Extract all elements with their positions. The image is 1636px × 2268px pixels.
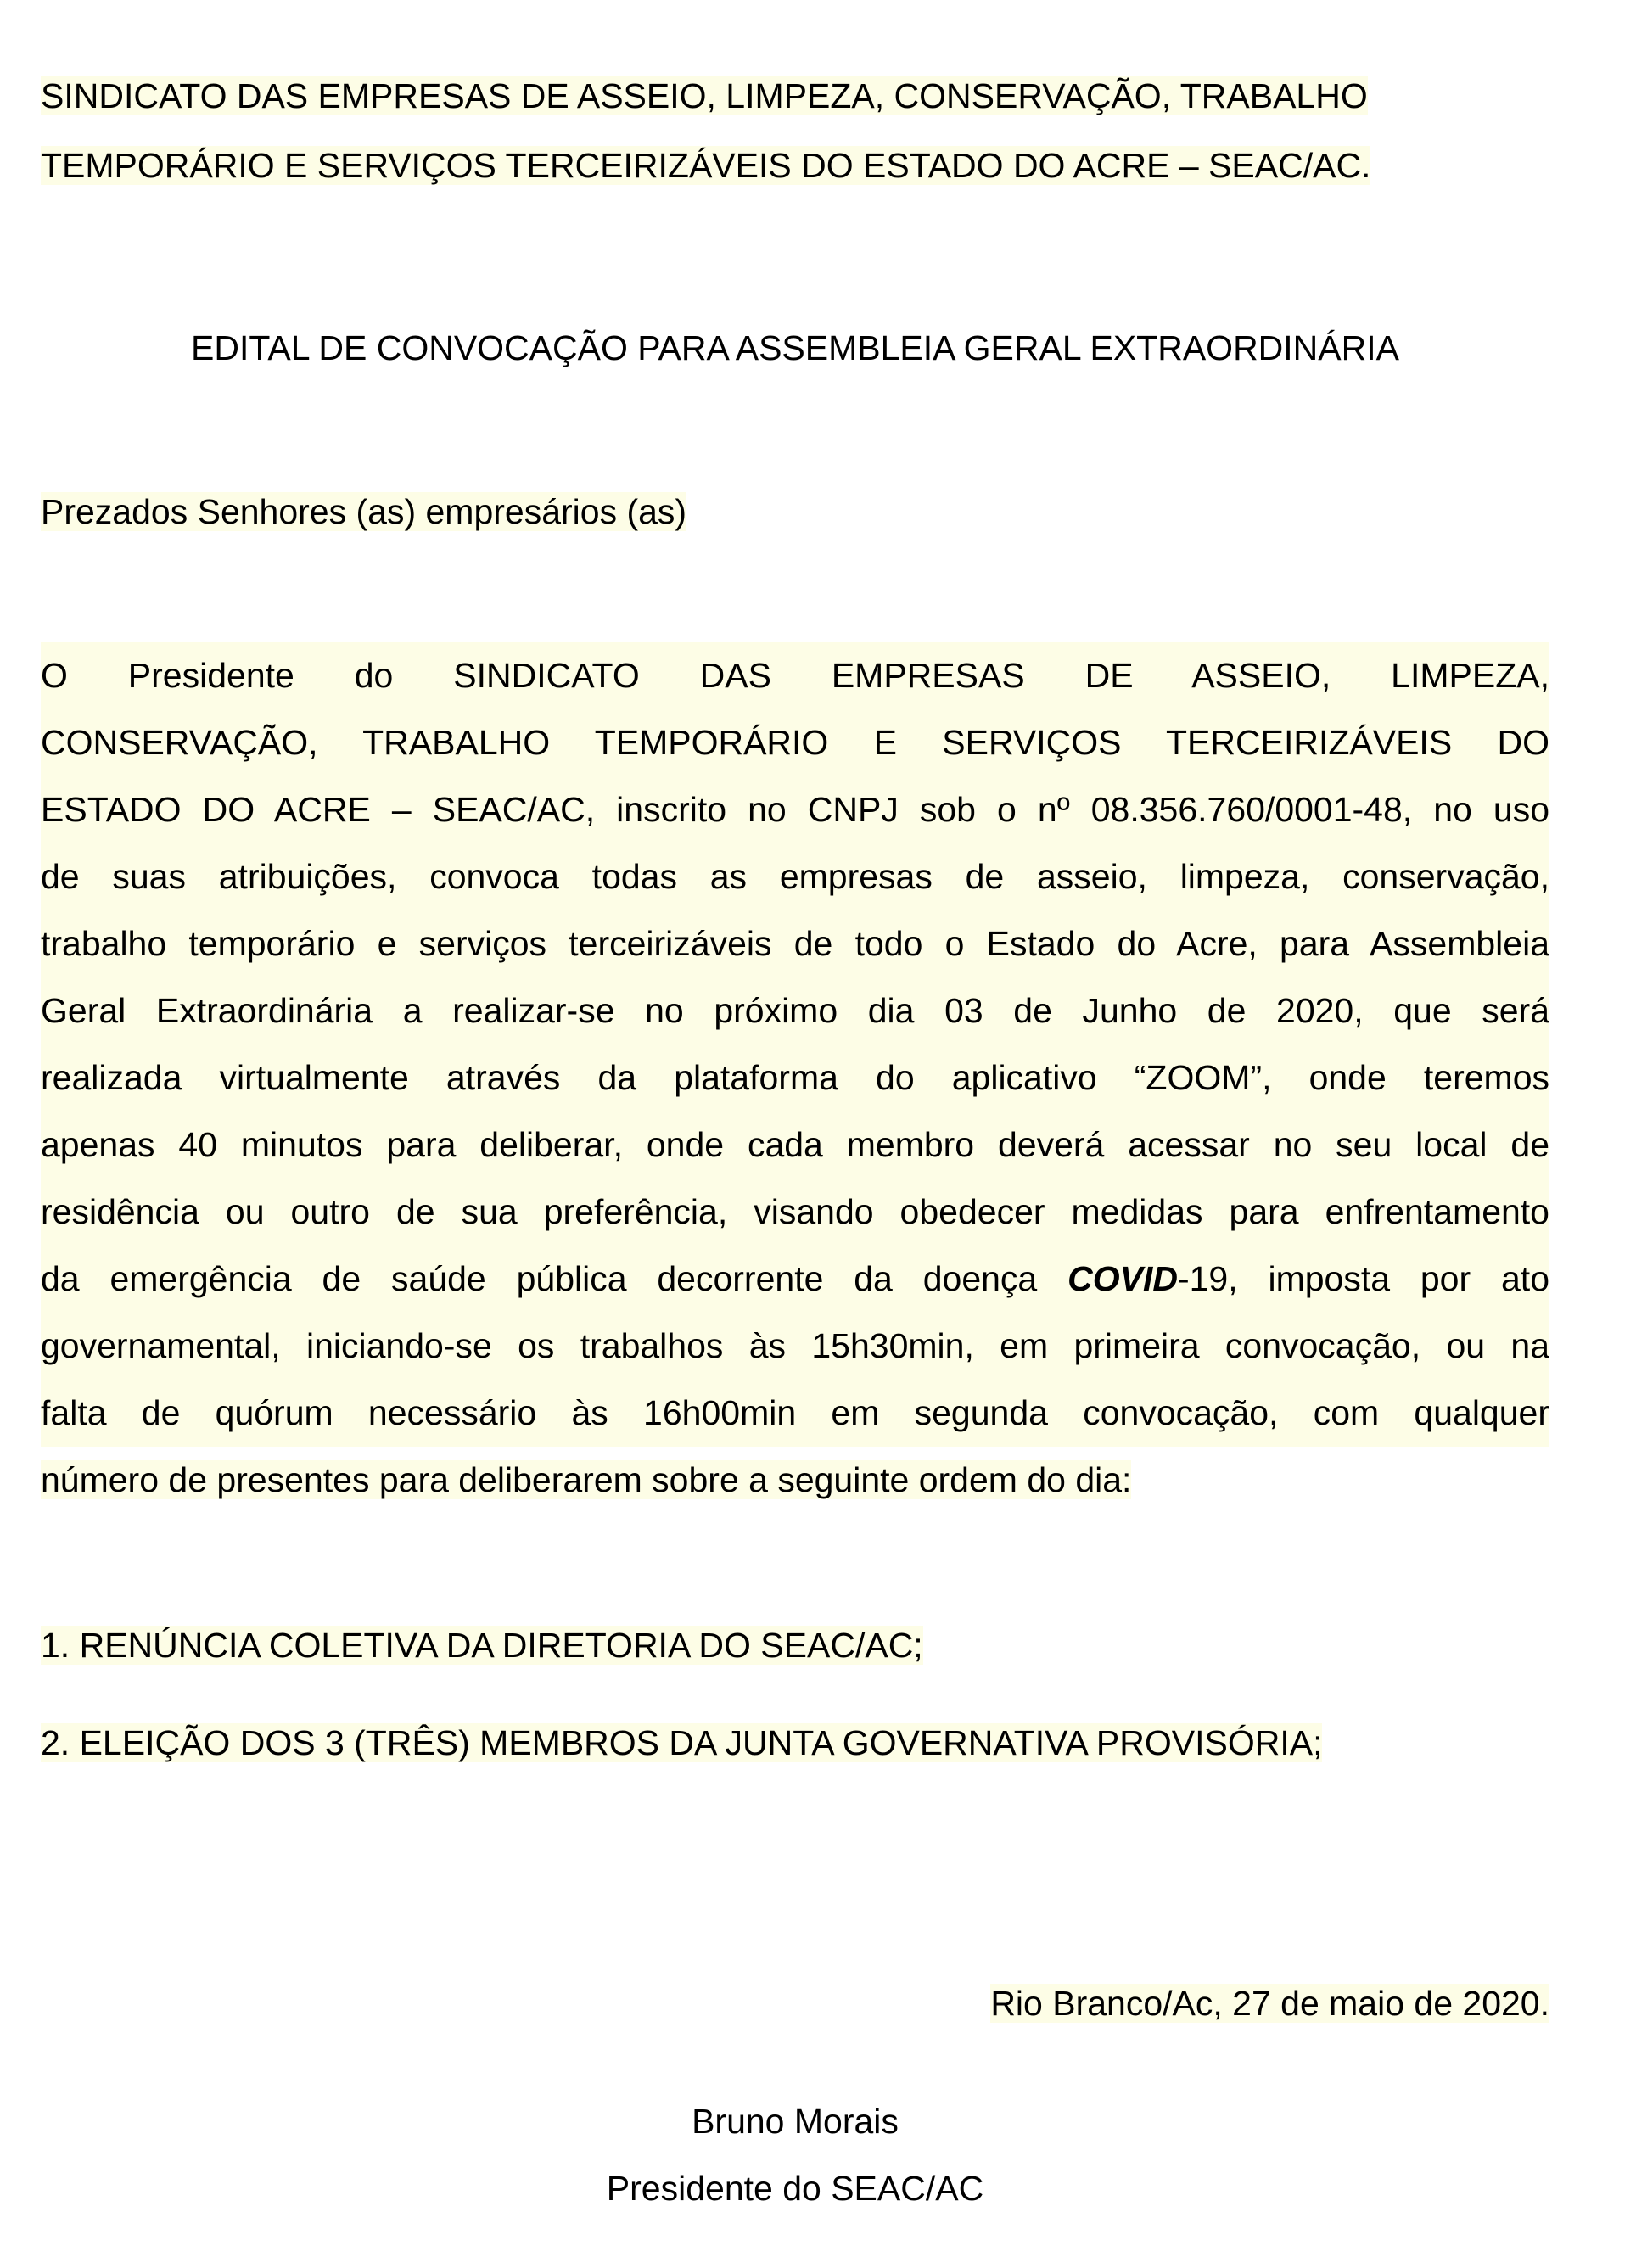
body-line: realizada virtualmente através da plataforma do aplicativo “ZOOM”, onde teremos	[41, 1044, 1549, 1112]
agenda-list	[41, 1612, 1549, 1777]
body-line-covid-post: -19, imposta por ato	[1177, 1259, 1549, 1298]
body-line: trabalho temporário e serviços terceirizáveis de todo o Estado do Acre, para Assembleia	[41, 910, 1549, 977]
body-line: governamental, iniciando-se os trabalhos às 15h30min, em primeira convocação, ou na	[41, 1313, 1549, 1380]
body-line-last	[41, 1447, 1549, 1514]
body-line-covid	[41, 1246, 1549, 1313]
body-line: residência ou outro de sua preferência, visando obedecer medidas para enfrentamento	[41, 1179, 1549, 1246]
salutation	[41, 479, 1549, 546]
document-date	[41, 1970, 1549, 2037]
document-date-text: Rio Branco/Ac, 27 de maio de 2020.	[990, 1984, 1549, 2023]
covid-emphasis: COVID	[1067, 1259, 1178, 1298]
signature-name: Bruno Morais	[692, 2102, 899, 2141]
body-line: de suas atribuições, convoca todas as empresas de asseio, limpeza, conservação,	[41, 843, 1549, 910]
document-header	[41, 61, 1549, 200]
agenda-item: 2. ELEIÇÃO DOS 3 (TRÊS) MEMBROS DA JUNTA GOVERNATIVA PROVISÓRIA;	[41, 1723, 1323, 1762]
header-line-1: SINDICATO DAS EMPRESAS DE ASSEIO, LIMPEZA, CONSERVAÇÃO, TRABALHO	[41, 76, 1368, 115]
document-page	[41, 61, 1549, 2222]
body-line: CONSERVAÇÃO, TRABALHO TEMPORÁRIO E SERVIÇOS TERCEIRIZÁVEIS DO	[41, 709, 1549, 776]
agenda-item: 1. RENÚNCIA COLETIVA DA DIRETORIA DO SEAC/AC;	[41, 1626, 923, 1665]
document-title: EDITAL DE CONVOCAÇÃO PARA ASSEMBLEIA GERAL EXTRAORDINÁRIA	[191, 328, 1399, 367]
signature-role: Presidente do SEAC/AC	[606, 2169, 984, 2208]
body-line: O Presidente do SINDICATO DAS EMPRESAS DE ASSEIO, LIMPEZA,	[41, 642, 1549, 709]
body-line: falta de quórum necessário às 16h00min em segunda convocação, com qualquer	[41, 1380, 1549, 1447]
body-line-last-text: número de presentes para deliberarem sobre a seguinte ordem do dia:	[41, 1460, 1132, 1499]
salutation-text: Prezados Senhores (as) empresários (as)	[41, 492, 687, 531]
body-paragraph	[41, 642, 1549, 1514]
header-line-2: TEMPORÁRIO E SERVIÇOS TERCEIRIZÁVEIS DO ESTADO DO ACRE – SEAC/AC.	[41, 146, 1371, 185]
body-line: ESTADO DO ACRE – SEAC/AC, inscrito no CNPJ sob o nº 08.356.760/0001-48, no uso	[41, 776, 1549, 843]
signature-block	[41, 2088, 1549, 2222]
body-line-covid-pre: da emergência de saúde pública decorrente da doença	[41, 1259, 1068, 1298]
body-line: apenas 40 minutos para deliberar, onde cada membro deverá acessar no seu local de	[41, 1112, 1549, 1179]
body-line: Geral Extraordinária a realizar-se no próximo dia 03 de Junho de 2020, que será	[41, 977, 1549, 1044]
